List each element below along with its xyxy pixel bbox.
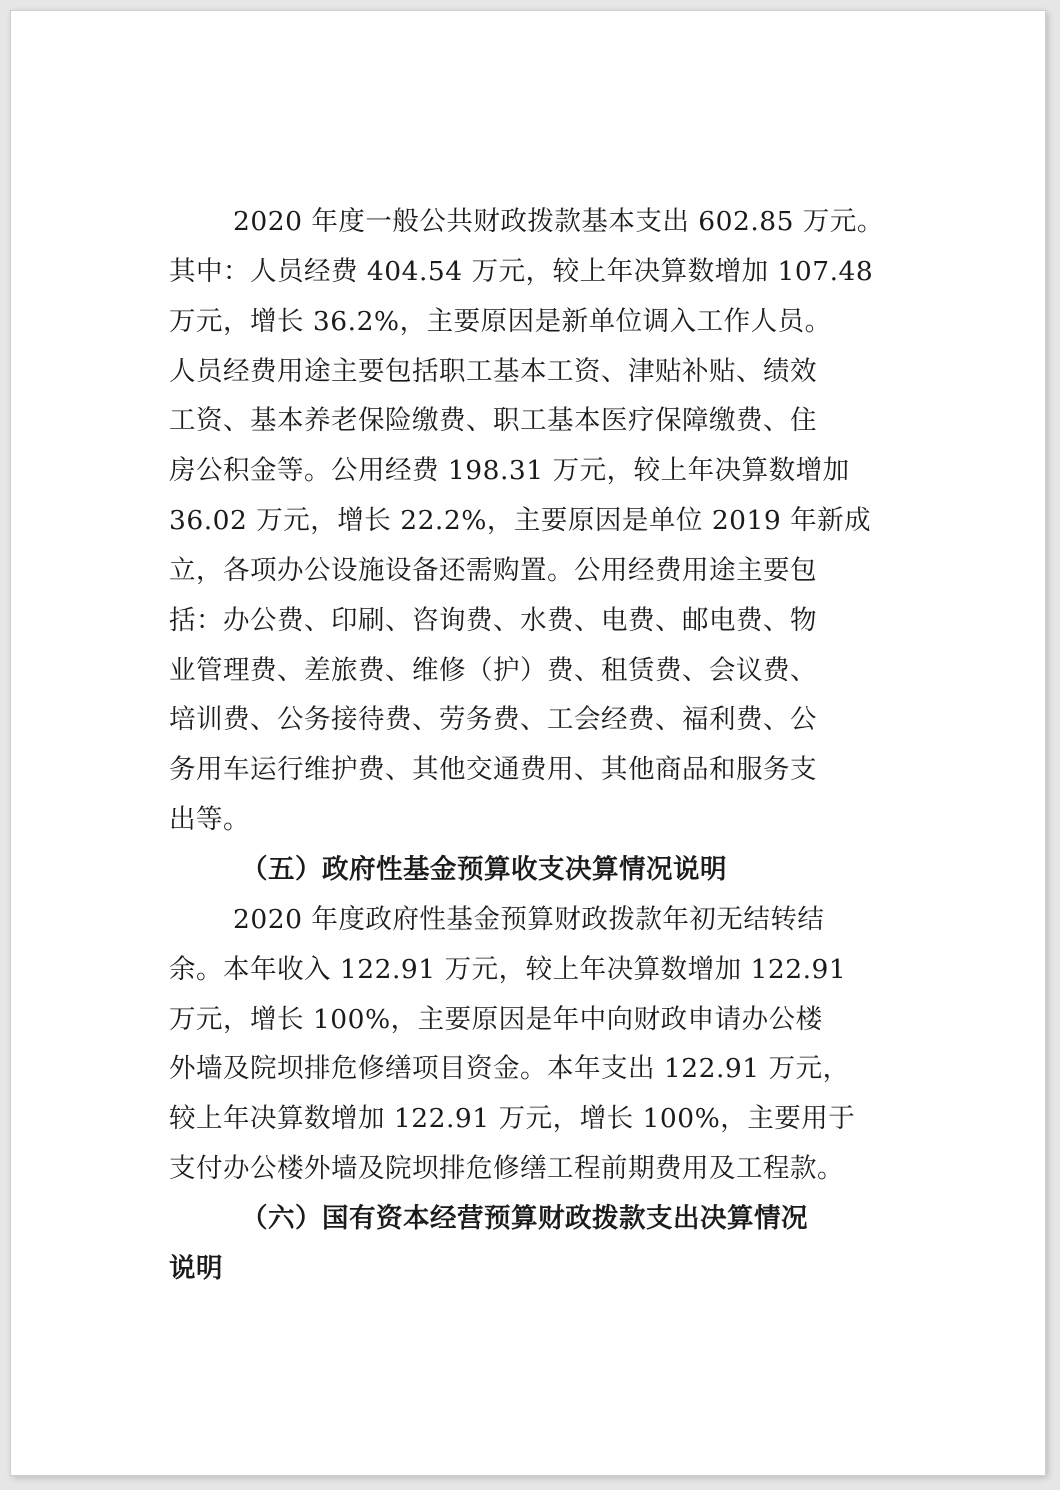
paragraph-line: 支付办公楼外墙及院坝排危修缮工程前期费用及工程款。: [169, 1153, 844, 1185]
paragraph-line: 房公积金等。公用经费 198.31 万元，较上年决算数增加: [169, 455, 850, 487]
paragraph-line: 较上年决算数增加 122.91 万元，增长 100%，主要用于: [169, 1103, 856, 1135]
section-heading: （五）政府性基金预算收支决算情况说明: [241, 853, 727, 885]
paragraph-line: 万元，增长 36.2%，主要原因是新单位调入工作人员。: [169, 305, 832, 337]
paragraph-line: 业管理费、差旅费、维修（护）费、租赁费、会议费、: [169, 654, 817, 686]
paragraph-line: 工资、基本养老保险缴费、职工基本医疗保障缴费、住: [169, 405, 817, 437]
document-body: [169, 197, 884, 1294]
paragraph-line: 人员经费用途主要包括职工基本工资、津贴补贴、绩效: [169, 355, 817, 387]
paragraph-line: 括：办公费、印刷、咨询费、水费、电费、邮电费、物: [169, 604, 817, 636]
paragraph-line: 其中：人员经费 404.54 万元，较上年决算数增加 107.48: [169, 255, 874, 287]
paragraph-line: 培训费、公务接待费、劳务费、工会经费、福利费、公: [169, 704, 817, 736]
paragraph-line: 2020 年度政府性基金预算财政拨款年初无结转结: [233, 903, 825, 935]
section-heading-continued: 说明: [169, 1252, 223, 1284]
paragraph-line: 立，各项办公设施设备还需购置。公用经费用途主要包: [169, 554, 817, 586]
paragraph-line: 余。本年收入 122.91 万元，较上年决算数增加 122.91: [169, 953, 847, 985]
paragraph-line: 36.02 万元，增长 22.2%，主要原因是单位 2019 年新成: [169, 505, 872, 537]
section-heading: （六）国有资本经营预算财政拨款支出决算情况: [241, 1202, 808, 1234]
paragraph-line: 务用车运行维护费、其他交通费用、其他商品和服务支: [169, 754, 817, 786]
paragraph-line: 外墙及院坝排危修缮项目资金。本年支出 122.91 万元，: [169, 1053, 850, 1085]
document-page: [10, 10, 1046, 1476]
paragraph-line: 万元，增长 100%，主要原因是年中向财政申请办公楼: [169, 1003, 823, 1035]
paragraph-line: 出等。: [169, 804, 250, 836]
paragraph-line: 2020 年度一般公共财政拨款基本支出 602.85 万元。: [233, 206, 884, 237]
